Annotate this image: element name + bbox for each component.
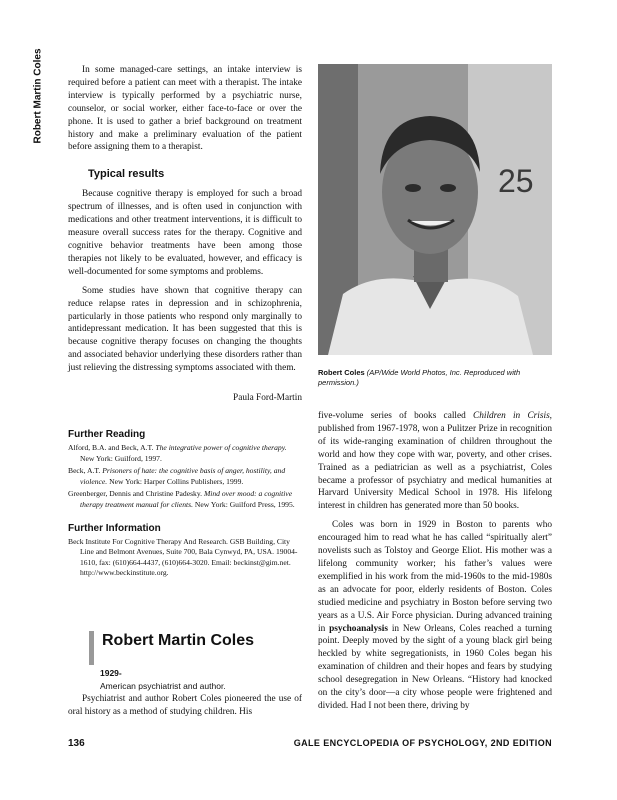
entry-opening-paragraph: Psychiatrist and author Robert Coles pioneered the use of oral history as a method of studying children. His <box>68 694 302 717</box>
keyword-link: psychoanalysis <box>329 623 388 634</box>
intro-paragraph: In some managed-care settings, an intake interview is required before a patient can meet with a therapist. The intake interview is typically performed by a psychiatric nurse, counselor, or social worker, either face-to-face or over the phone. It is used to gather a brief background on treatment history and make a preliminary evaluation of the patient before assigning them to a therapist. <box>68 65 302 153</box>
further-reading-list <box>68 443 302 511</box>
entry-title: Robert Martin Coles <box>102 632 255 649</box>
entry-description: American psychiatrist and author. <box>100 681 226 691</box>
photo-caption <box>318 368 552 388</box>
publication-title: GALE ENCYCLOPEDIA OF PSYCHOLOGY, 2ND EDITION <box>293 738 552 748</box>
caption-name: Robert Coles <box>318 368 365 377</box>
caption-credit: (AP/Wide World Photos, Inc. Reproduced with permission.) <box>318 368 521 387</box>
portrait-photo <box>318 64 552 355</box>
portrait-illustration <box>318 64 552 355</box>
body-paragraph: Some studies have shown that cognitive therapy can reduce relapse rates in depression and in schizophrenia, particularly in those patients who respond only marginally to antidepressant medication. It has been suggested that this is because cognitive therapy focuses on changing the thoughts and associated behavior underlying these disorders rather than just relieving the distressing symptoms associated with them. <box>68 285 302 374</box>
entry-opening <box>68 693 302 719</box>
author-signature: Paula Ford-Martin <box>233 393 302 404</box>
running-head: Robert Martin Coles <box>32 48 44 144</box>
wall-number: 25 <box>498 163 534 199</box>
further-information-text: Beck Institute For Cognitive Therapy And Research. GSB Building, City Line and Belmont Avenues, Suite 700, Bala Cynwyd, PA, USA. 19004-1610, fax: (610)664-4437, (610)664-3020. Email: beckinst@gim.net. http://www.beckinstitute.org. <box>68 536 298 578</box>
body-paragraph: Because cognitive therapy is employed for such a broad spectrum of illnesses, and is often used in conjunction with medications and other treatment interventions, it is difficult to measure overall success rates for the therapy. Cognitive and cognitive behavior treatments have been among those therapies not likely to be evaluated, however, and efficacy is well-documented for some symptoms and problems. <box>68 189 302 277</box>
body-paragraph: Coles was born in 1929 in Boston to parents who encouraged him to read what he has called “spiritually alert” novelists such as Tolstoy and George Eliot. His mother was a lifelong community worker; his father’s values were exemplified in his work from the mid-1960s to the mid-1980s as an advocate for poor, elderly residents of Boston. Coles studied medicine and psychiatry in Boston before serving two years as a U.S. Air Force physician. During advanced training in psychoanalysis in New Orleans, Coles reached a turning point. Deeply moved by the sight of a young black girl being heckled by white segregationists, in 1960 Coles began his examination of children and their hopes and fears by studying school desegregation in New Orleans. “History had knocked on the city’s door—a city whose people were frightened and divided. Had I not been there, driving by <box>318 520 552 711</box>
reference-item: Greenberger, Dennis and Christine Padesky. Mind over mood: a cognitive therapy treatment manual for clients. New York: Guilford Press, 1995. <box>68 489 295 509</box>
further-reading-heading: Further Reading <box>68 429 146 441</box>
section-heading: Typical results <box>88 168 165 181</box>
entry-dates: 1929- <box>100 668 122 678</box>
body-paragraph: five-volume series of books called Children in Crisis, published from 1967-1978, won a Pulitzer Prize in recognition of its wide-ranging examination of children throughout the world and how they cope with war, poverty, and other crises. Trained as a pediatrician as well as a psychiatrist, Coles became a professor of psychiatry and medical humanities at Harvard University Medical School in 1978. His lifelong interest in children has generated more than 50 books. <box>318 411 553 512</box>
right-column <box>318 410 552 713</box>
left-column <box>68 64 302 581</box>
further-information-heading: Further Information <box>68 522 161 534</box>
entry-title-block <box>89 631 262 665</box>
page-number: 136 <box>68 738 85 749</box>
reference-item: Alford, B.A. and Beck, A.T. The integrative power of cognitive therapy. New York: Guilford, 1997. <box>68 443 287 463</box>
reference-item: Beck, A.T. Prisoners of hate: the cognitive basis of anger, hostility, and violence. New York: Harper Collins Publishers, 1999. <box>68 466 286 486</box>
